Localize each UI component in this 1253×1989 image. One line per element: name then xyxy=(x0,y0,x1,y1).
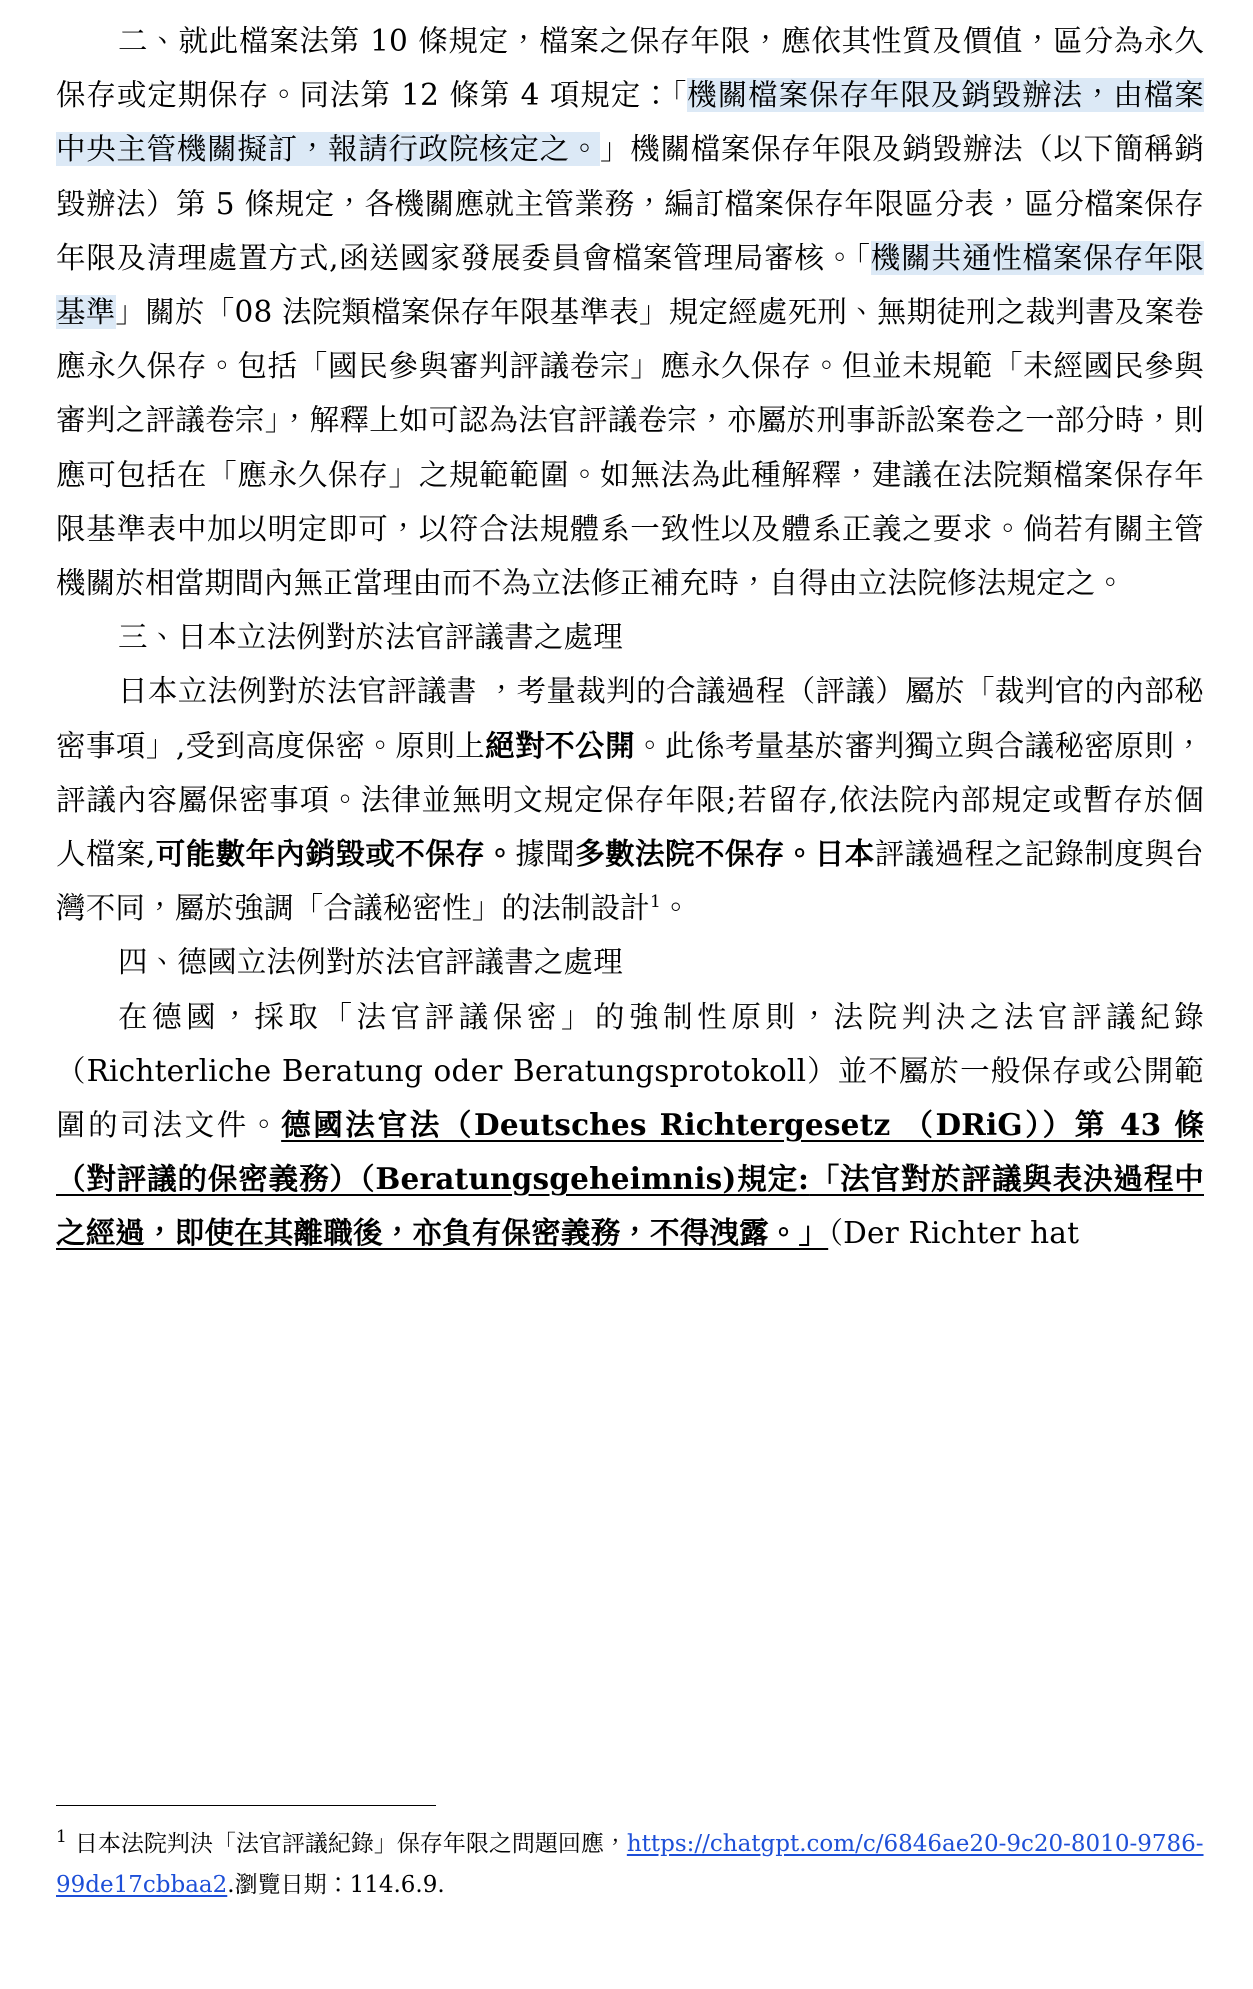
footnote-separator xyxy=(56,1805,436,1806)
text-run: 二、就此檔案法第 10 條規定，檔案之保存年限，應依其性質及價值，區分為永久保存或定期保存。同法第 12 條第 4 項規定：「 xyxy=(56,24,1204,113)
bold-text-run: 可能數年內銷毀或不保存。 xyxy=(155,836,516,872)
text-run: 據聞 xyxy=(515,837,576,872)
bold-text-run: 多數法院不保存。日本 xyxy=(575,836,875,872)
heading-text: 四、德國立法例對於法官評議書之處理 xyxy=(118,945,623,980)
text-run: 」關於「08 法院類檔案保存年限基準表」規定經處死刑、無期徒刑之裁判書及案卷應永久保存。包括「國民參與審判評議卷宗」應永久保存。但並未規範「未經國民參與審判之評議卷宗」，解釋上如可認為法官評議卷宗，亦屬於刑事訴訟案卷之一部分時，則應可包括在「應永久保存」之規範範圍。如無法為此種解釋，建議在法院類檔案保存年限基準表中加以明定即可，以符合法規體系一致性以及體系正義之要求。倘若有關主管機關於相當期間內無正當理由而不為立法修正補充時，自得由立法院修法規定之。 xyxy=(56,295,1205,601)
footnote-reference-1[interactable]: 1 xyxy=(650,892,662,913)
bold-underlined-text-run: 德國法官法（Deutsches Richtergesetz （DRiG））第 43 條（對評議的保密義務）（Beratungsgeheimnis)規定: xyxy=(56,1107,1204,1197)
text-run: 日本立法例對於法官評議書 ，考量裁判的合議過程（評議）屬於「裁判官的內部秘密事項」,受到高度保密。原則上 xyxy=(56,674,1204,763)
heading-section-four xyxy=(56,935,1204,989)
text-run: 。此係考量基於審判獨立與合議秘密原則，評議內容屬保密事項。法律並無明文規定保存年限;若留存,依法院內部規定或暫存於個人檔案, xyxy=(56,728,1204,872)
footnote-link[interactable]: https://chatgpt.com/c/6846ae20-9c20-8010-9786-99de17cbbaa2 xyxy=(56,1831,1204,1898)
footnote-block xyxy=(56,1824,1204,1906)
text-run: （Der Richter hat xyxy=(828,1216,1080,1251)
footnote-text-before-link: 日本法院判決「法官評議紀錄」保存年限之問題回應， xyxy=(74,1831,627,1857)
highlighted-text-run: 機關檔案保存年限及銷毀辦法，由檔案中央主管機關擬訂，報請行政院核定之。 xyxy=(56,78,1204,167)
paragraph-japan xyxy=(56,664,1204,935)
paragraph-section-two xyxy=(56,14,1204,610)
footnote-number: 1 xyxy=(56,1827,67,1848)
footnote-text-after-link: .瀏覽日期：114.6.9. xyxy=(227,1872,445,1898)
heading-text: 三、日本立法例對於法官評議書之處理 xyxy=(118,620,623,655)
text-run: 評議過程之記錄制度與台灣不同，屬於強調「合議秘密性」的法制設計 xyxy=(56,837,1204,926)
bold-text-run: 絕對不公開 xyxy=(485,727,636,763)
heading-section-three xyxy=(56,610,1204,664)
text-run: 。 xyxy=(661,891,691,926)
document-body xyxy=(56,14,1204,1261)
paragraph-germany xyxy=(56,990,1204,1261)
highlighted-text-run: 機關共通性檔案保存年限基準 xyxy=(56,240,1204,330)
bold-underlined-quote-run: 「法官對於評議與表決過程中之經過，即使在其離職後，亦負有保密義務，不得洩露。」 xyxy=(56,1161,1204,1251)
text-run: 」機關檔案保存年限及銷毀辦法（以下簡稱銷毀辦法）第 5 條規定，各機關應就主管業務，編訂檔案保存年限區分表，區分檔案保存年限及清理處置方式,函送國家發展委員會檔案管理局審核。「 xyxy=(56,132,1204,275)
text-run: 在德國，採取「法官評議保密」的強制性原則，法院判決之法官評議紀錄（Richterliche Beratung oder Beratungsprotokoll）並不屬於一般保存或公開範圍的司法文件。 xyxy=(56,999,1204,1143)
